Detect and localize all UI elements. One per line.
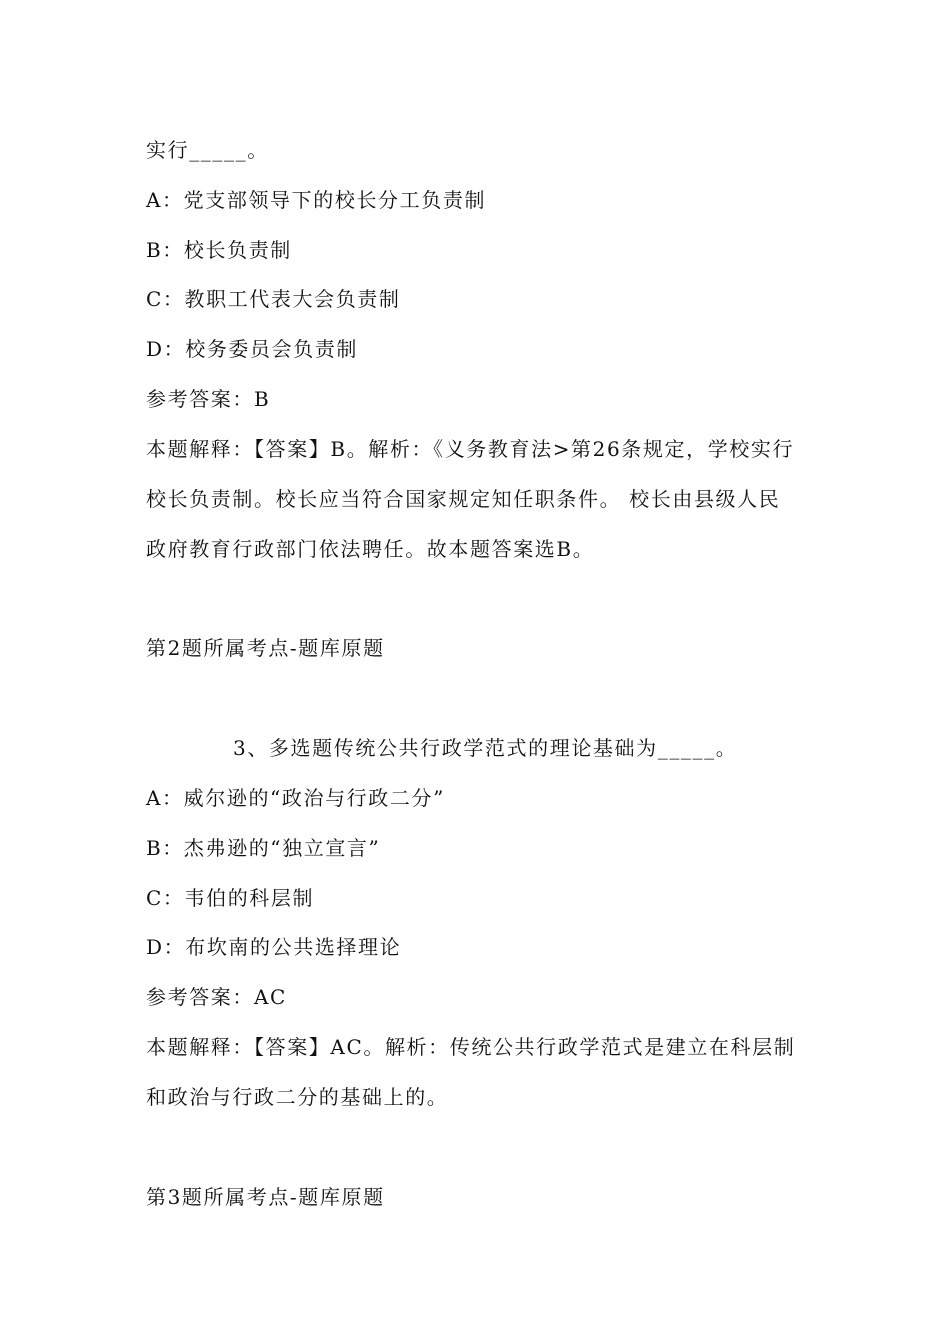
question-2-topic: 第2题所属考点-题库原题 xyxy=(146,636,385,660)
question-3-option-b: B：杰弗逊的“独立宣言” xyxy=(146,836,381,860)
question-3-option-d: D：布坎南的公共选择理论 xyxy=(146,935,402,959)
question-2-option-b: B：校长负责制 xyxy=(146,238,292,262)
question-3-option-a: A：威尔逊的“政治与行政二分” xyxy=(146,786,445,810)
question-2-explanation-line-1: 本题解释：【答案】B。解析：《义务教育法>第26条规定，学校实行 xyxy=(146,437,795,461)
question-2-option-d: D：校务委员会负责制 xyxy=(146,337,359,361)
question-3-answer: 参考答案：AC xyxy=(146,985,287,1009)
question-2-explanation-line-3: 政府教育行政部门依法聘任。故本题答案选B。 xyxy=(146,537,595,561)
question-3-option-c: C：韦伯的科层制 xyxy=(146,886,315,910)
question-3-stem: 3、多选题传统公共行政学范式的理论基础为_____。 xyxy=(233,736,738,760)
question-3-topic: 第3题所属考点-题库原题 xyxy=(146,1185,385,1209)
question-2-option-c: C：教职工代表大会负责制 xyxy=(146,287,401,311)
question-3-explanation-line-1: 本题解释：【答案】AC。解析：传统公共行政学范式是建立在科层制 xyxy=(146,1035,796,1059)
question-2-explanation-line-2: 校长负责制。校长应当符合国家规定知任职条件。 校长由县级人民 xyxy=(146,487,781,511)
question-3-explanation-line-2: 和政治与行政二分的基础上的。 xyxy=(146,1085,449,1109)
question-2-stem-tail: 实行_____。 xyxy=(146,138,269,162)
question-2-option-a: A：党支部领导下的校长分工负责制 xyxy=(146,188,487,212)
question-2-answer: 参考答案：B xyxy=(146,387,271,411)
